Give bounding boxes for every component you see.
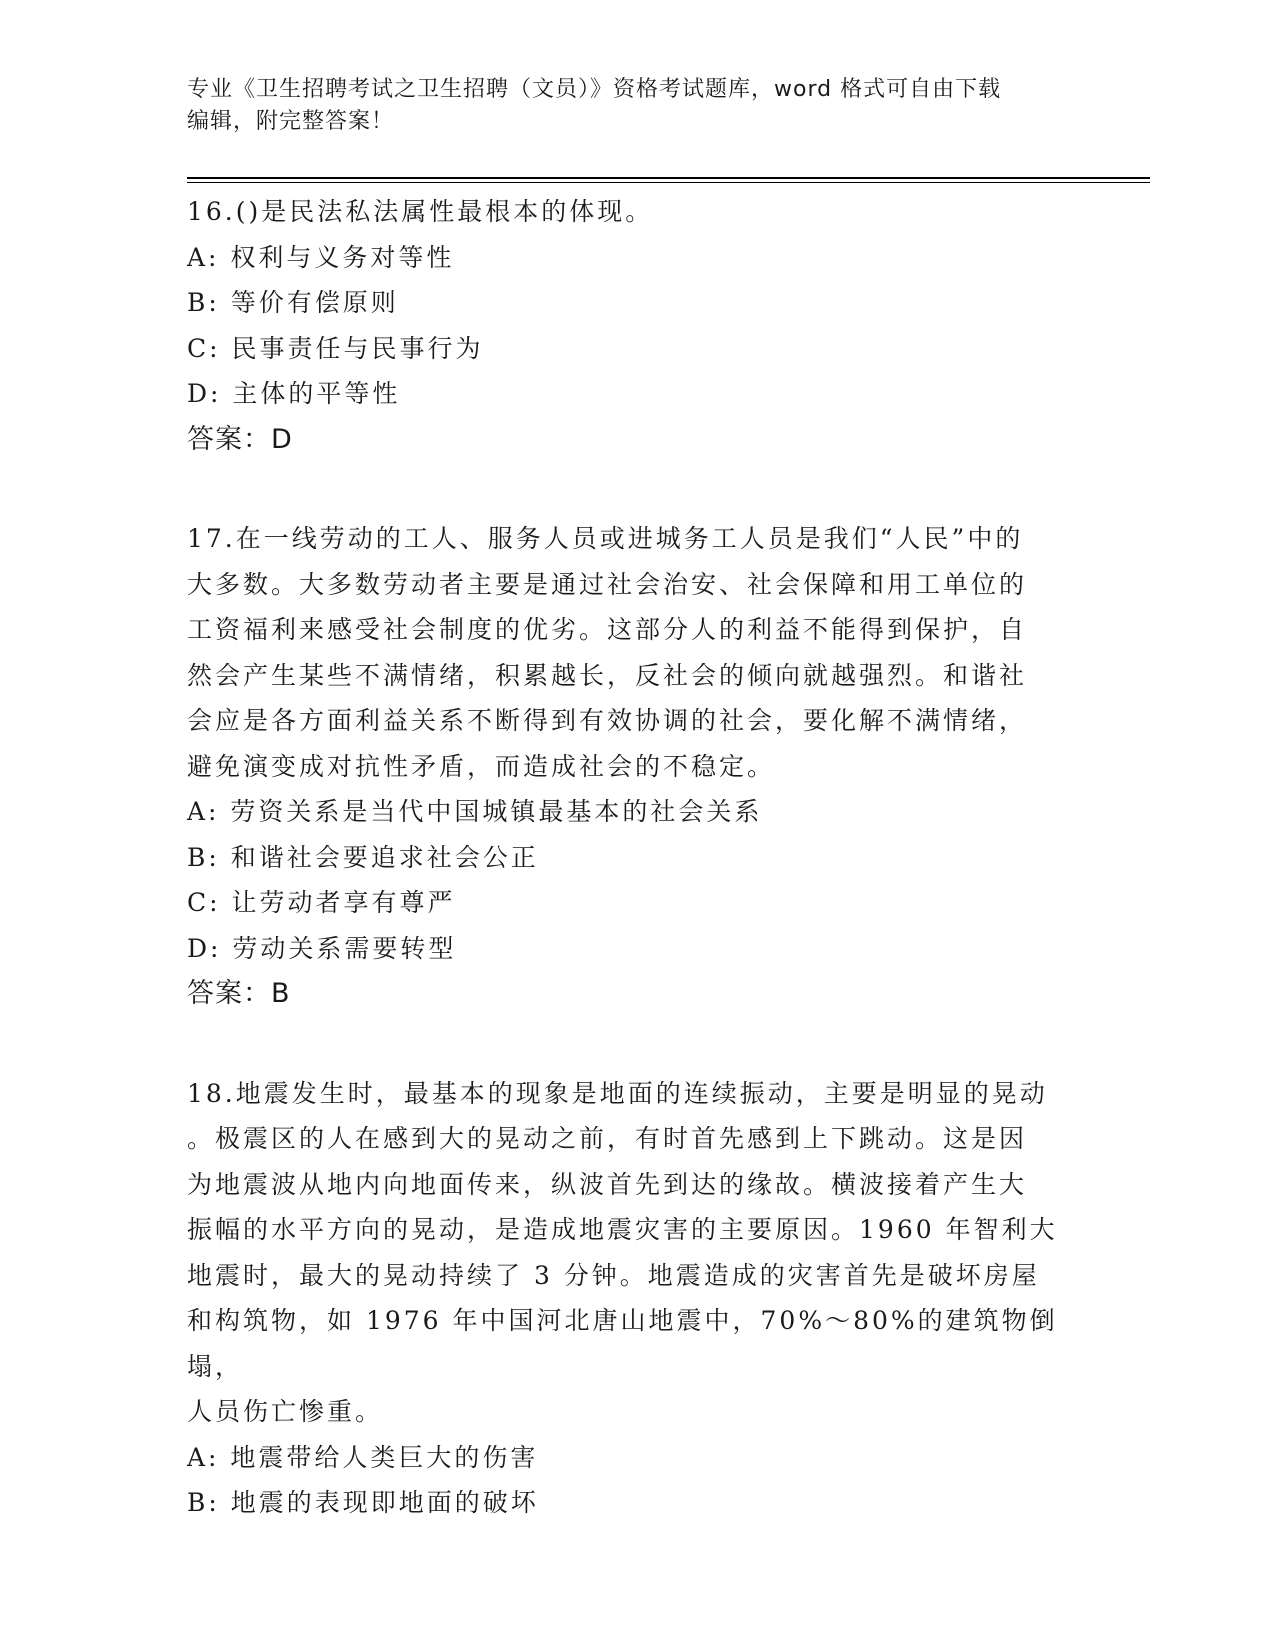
header-line-2: 编辑，附完整答案！ [187,109,395,134]
question-stem-line: 大多数。大多数劳动者主要是通过社会治安、社会保障和用工单位的 [187,569,1028,599]
question-spacer [187,1017,1087,1071]
question-stem-line: 为地震波从地内向地面传来，纵波首先到达的缘故。横波接着产生大 [187,1169,1028,1199]
option-b: B: 等价有偿原则 [187,288,399,317]
question-stem-line: 18.地震发生时，最基本的现象是地面的连续振动，主要是明显的晃动 [187,1078,1048,1108]
question-spacer [187,462,1087,516]
question-stem-line: 地震时，最大的晃动持续了 3 分钟。地震造成的灾害首先是破坏房屋 [187,1260,1040,1290]
answer-label: 答案：B [187,978,291,1009]
question-stem-line: 。极震区的人在感到大的晃动之前，有时首先感到上下跳动。这是因 [187,1124,1028,1153]
question-stem-line: 人员伤亡惨重。 [187,1397,384,1426]
header-line-1: 专业《卫生招聘考试之卫生招聘（文员）》资格考试题库，word 格式可自由下载 [187,77,1002,102]
document-header [187,74,1067,138]
option-b: B: 和谐社会要追求社会公正 [187,842,539,872]
question-stem-line: 避免演变成对抗性矛盾，而造成社会的不稳定。 [187,751,776,781]
question-stem-line: 17.在一线劳动的工人、服务人员或进城务工人员是我们“人民”中的 [187,524,1024,553]
question-list [187,189,1087,1526]
question-stem-line: 振幅的水平方向的晃动，是造成地震灾害的主要原因。1960 年智利大 [187,1215,1058,1244]
header-rule-thin [187,182,1150,183]
option-c: C: 民事责任与民事行为 [187,333,484,363]
option-a: A: 地震带给人类巨大的伤害 [187,1442,539,1472]
header-rule-thick [187,177,1150,179]
question-stem-line: 然会产生某些不满情绪，积累越长，反社会的倾向就越强烈。和谐社 [187,660,1028,690]
question-stem-line: 16.()是民法私法属性最根本的体现。 [187,197,654,226]
option-d: D: 主体的平等性 [187,379,401,408]
option-d: D: 劳动关系需要转型 [187,933,457,963]
question-stem-line: 和构筑物，如 1976 年中国河北唐山地震中，70%～80%的建筑物倒塌， [187,1306,1058,1381]
question-18 [187,1071,1087,1526]
question-stem-line: 工资福利来感受社会制度的优劣。这部分人的利益不能得到保护，自 [187,615,1028,644]
option-c: C: 让劳动者享有尊严 [187,888,456,917]
question-17 [187,516,1087,1017]
question-stem-line: 会应是各方面利益关系不断得到有效协调的社会，要化解不满情绪， [187,706,1028,735]
answer-label: 答案：D [187,423,293,455]
option-a: A: 权利与义务对等性 [187,242,455,272]
question-16 [187,189,1087,462]
option-b: B: 地震的表现即地面的破坏 [187,1488,539,1517]
option-a: A: 劳资关系是当代中国城镇最基本的社会关系 [187,797,763,826]
